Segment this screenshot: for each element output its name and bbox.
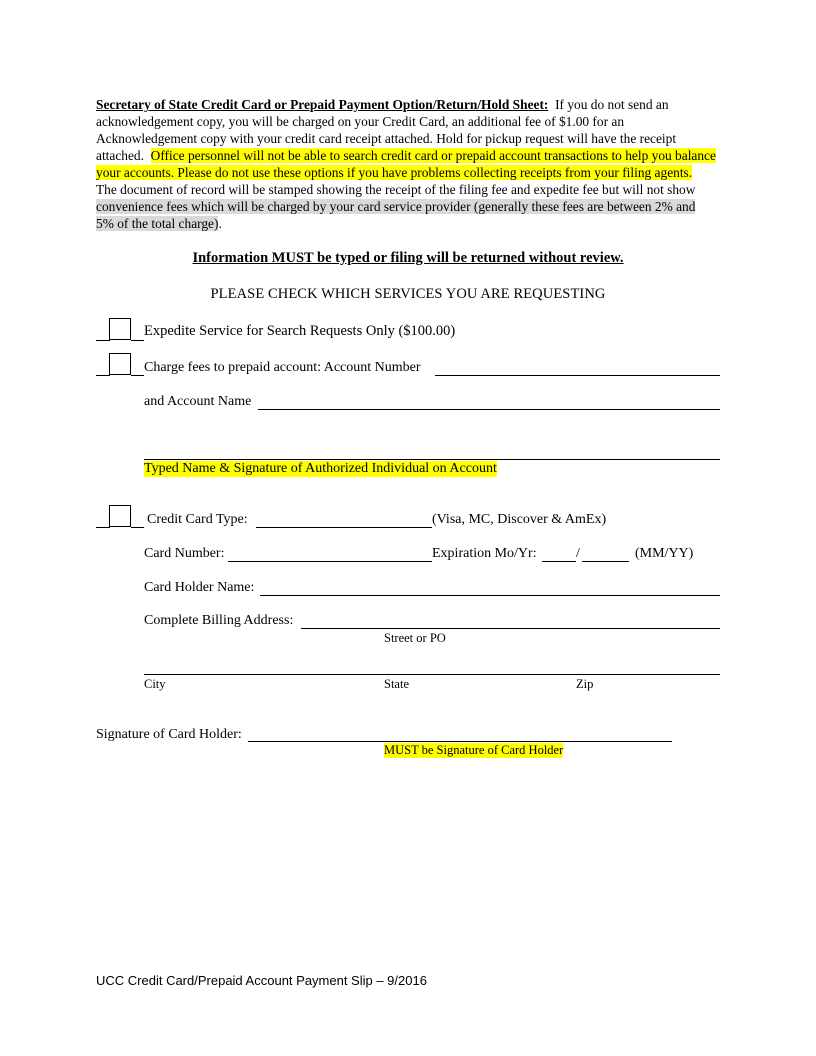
typed-warning: Information MUST be typed or filing will be returned without review. xyxy=(192,250,624,266)
expiration-format: (MM/YY) xyxy=(635,546,694,561)
authorized-signature-field[interactable] xyxy=(144,459,720,460)
card-type-note: (Visa, MC, Discover & AmEx) xyxy=(432,512,607,527)
authorized-signature-note: Typed Name & Signature of Authorized Individual on Account xyxy=(144,461,497,476)
account-name-label: and Account Name xyxy=(144,394,252,409)
account-number-field[interactable] xyxy=(435,375,720,376)
cc-check-line xyxy=(96,527,110,528)
billing-city-state-zip-field[interactable] xyxy=(144,674,720,675)
street-label: Street or PO xyxy=(384,631,446,645)
billing-street-field[interactable] xyxy=(301,628,720,629)
intro-paragraph xyxy=(96,96,716,232)
expiration-month-field[interactable] xyxy=(542,561,576,562)
zip-label: Zip xyxy=(576,677,594,691)
prepaid-check-line xyxy=(96,375,110,376)
expedite-checkbox[interactable] xyxy=(109,318,131,340)
city-label: City xyxy=(144,677,166,691)
card-holder-name-field[interactable] xyxy=(260,595,720,596)
expedite-check-line-right xyxy=(131,340,144,341)
intro-highlight-yellow: Office personnel will not be able to search credit card or prepaid account transactions to help you balance your accounts. Please do not use these options if you have problems collecting receipts from your filing agents. xyxy=(96,148,716,180)
intro-text-2: The document of record will be stamped showing the receipt of the filing fee and expedite fee but will not show xyxy=(96,182,696,197)
prepaid-check-line-right xyxy=(131,375,144,376)
account-number-label: Charge fees to prepaid account: Account Number xyxy=(144,360,421,375)
card-holder-signature-note: MUST be Signature of Card Holder xyxy=(384,743,564,757)
card-holder-signature-field[interactable] xyxy=(248,741,672,742)
state-label: State xyxy=(384,677,409,691)
card-holder-signature-label: Signature of Card Holder: xyxy=(96,727,242,742)
services-heading: PLEASE CHECK WHICH SERVICES YOU ARE REQUESTING xyxy=(210,286,606,302)
card-type-field[interactable] xyxy=(256,527,432,528)
expiration-label: Expiration Mo/Yr: xyxy=(432,546,537,561)
card-number-label: Card Number: xyxy=(144,546,225,561)
intro-text-1: If you do not send an acknowledgement copy, you will be charged on your Credit Card, an additional fee of $1.00 for an Acknowledgement copy with your credit card receipt attached. Hold for pickup request will have the receipt attached. xyxy=(96,97,677,163)
card-type-label: Credit Card Type: xyxy=(147,512,248,527)
credit-card-checkbox[interactable] xyxy=(109,505,131,527)
card-holder-name-label: Card Holder Name: xyxy=(144,580,255,595)
expedite-label: Expedite Service for Search Requests Only ($100.00) xyxy=(144,323,456,339)
page-footer: UCC Credit Card/Prepaid Account Payment Slip – 9/2016 xyxy=(96,973,427,988)
prepaid-checkbox[interactable] xyxy=(109,353,131,375)
cc-check-line-right xyxy=(131,527,144,528)
intro-highlight-gray: convenience fees which will be charged by your card service provider (generally these fees are between 2% and 5% of the total charge) xyxy=(96,199,696,231)
expiration-slash: / xyxy=(576,546,580,561)
billing-address-label: Complete Billing Address: xyxy=(144,613,294,628)
account-name-field[interactable] xyxy=(258,409,720,410)
intro-text-3: . xyxy=(218,216,222,231)
card-number-field[interactable] xyxy=(228,561,432,562)
expedite-check-line xyxy=(96,340,110,341)
intro-title: Secretary of State Credit Card or Prepaid Payment Option/Return/Hold Sheet: xyxy=(96,97,549,112)
expiration-year-field[interactable] xyxy=(582,561,629,562)
